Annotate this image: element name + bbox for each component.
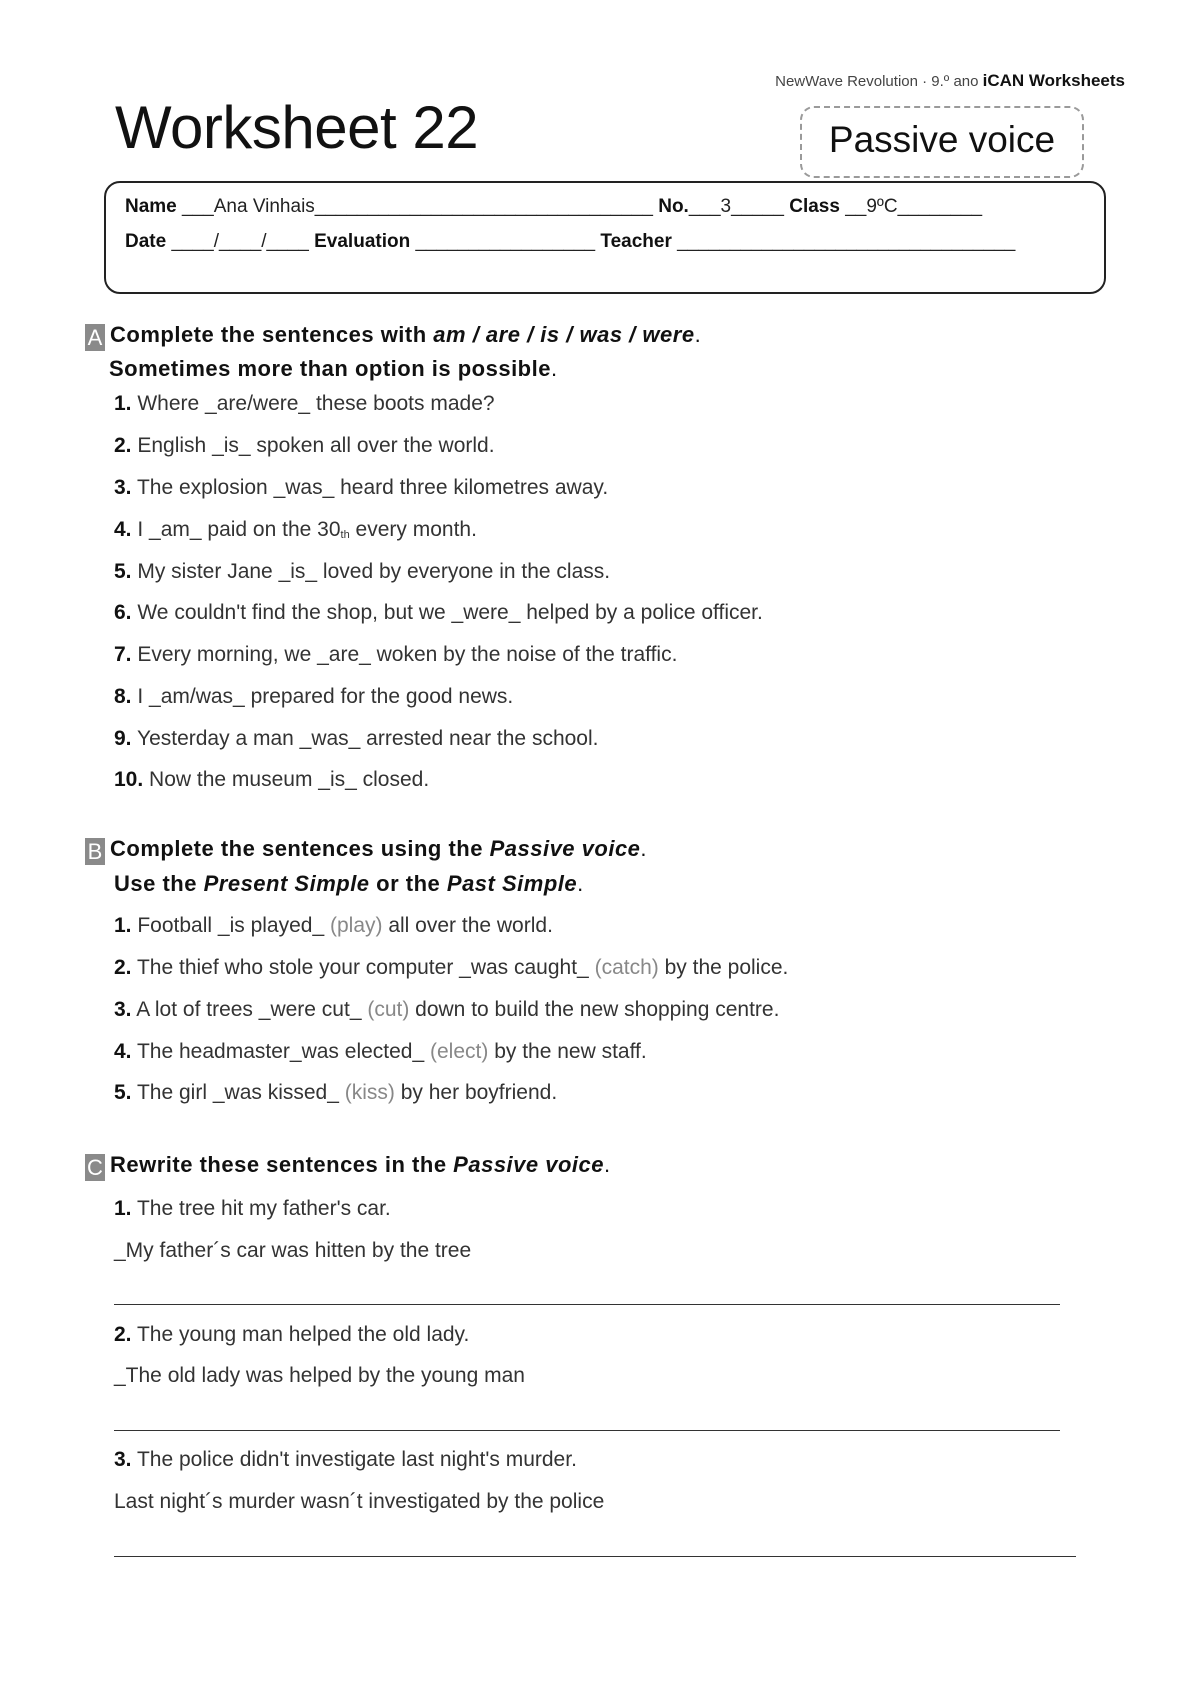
section-c-heading: C Rewrite these sentences in the Passive voice. <box>85 1152 611 1181</box>
section-a-subheading: Sometimes more than option is possible. <box>109 356 558 381</box>
list-item: 1. Where _are/were_ these boots made? <box>114 392 495 415</box>
list-item: 2. The thief who stole your computer _was caught_ (catch) by the police. <box>114 956 789 979</box>
series-line <box>0 71 1125 91</box>
date-label: Date <box>125 231 167 252</box>
list-item: 5. The girl _was kissed_ (kiss) by her boyfriend. <box>114 1081 558 1104</box>
list-item: 2. The young man helped the old lady. <box>114 1323 470 1346</box>
teacher-field[interactable]: ________________________________ <box>677 231 1016 252</box>
brand-label: iCAN Worksheets <box>982 71 1125 90</box>
answer-line <box>114 1430 1060 1431</box>
list-item: 7. Every morning, we _are_ woken by the noise of the traffic. <box>114 643 678 666</box>
evaluation-field[interactable]: _________________ <box>415 231 596 252</box>
section-b-subheading: Use the Present Simple or the Past Simple. <box>114 871 584 896</box>
section-b-badge: B <box>85 838 105 865</box>
list-item: 3. The explosion _was_ heard three kilometres away. <box>114 476 609 499</box>
class-field[interactable]: __9ºC________ <box>845 196 983 217</box>
topic-box: Passive voice <box>800 106 1084 178</box>
evaluation-label: Evaluation <box>314 231 411 252</box>
list-item: 1. Football _is played_ (play) all over the world. <box>114 914 553 937</box>
list-item: 9. Yesterday a man _was_ arrested near the school. <box>114 727 599 750</box>
answer-line <box>114 1304 1060 1305</box>
answer-text[interactable]: _The old lady was helped by the young man <box>114 1364 525 1387</box>
list-item: 2. English _is_ spoken all over the world. <box>114 434 495 457</box>
name-field[interactable]: ___Ana Vinhais________________________________ <box>182 196 653 217</box>
book-label: NewWave Revolution · 9.º ano <box>775 73 979 90</box>
number-field[interactable]: ___3_____ <box>688 196 784 217</box>
date-field[interactable]: ____/____/____ <box>171 231 309 252</box>
class-label: Class <box>789 196 840 217</box>
teacher-label: Teacher <box>600 231 672 252</box>
list-item: 3. A lot of trees _were cut_ (cut) down to build the new shopping centre. <box>114 998 780 1021</box>
list-item: 5. My sister Jane _is_ loved by everyone in the class. <box>114 560 611 583</box>
list-item: 4. I _am_ paid on the 30th every month. <box>114 518 477 541</box>
list-item: 1. The tree hit my father's car. <box>114 1197 391 1220</box>
answer-line <box>114 1556 1076 1557</box>
list-item: 8. I _am/was_ prepared for the good news. <box>114 685 514 708</box>
worksheet-title: Worksheet 22 <box>115 94 479 161</box>
name-label: Name <box>125 196 177 217</box>
list-item: 10. Now the museum _is_ closed. <box>114 768 430 791</box>
section-b-heading: B Complete the sentences using the Passive voice. <box>85 836 647 865</box>
info-row-2 <box>125 231 1015 253</box>
number-label: No. <box>658 196 689 217</box>
list-item: 6. We couldn't find the shop, but we _were_ helped by a police officer. <box>114 601 763 624</box>
answer-text[interactable]: _My father´s car was hitten by the tree <box>114 1239 472 1262</box>
list-item: 4. The headmaster_was elected_ (elect) by the new staff. <box>114 1040 647 1063</box>
info-row-1 <box>125 196 982 218</box>
section-a-badge: A <box>85 324 105 351</box>
section-c-badge: C <box>85 1154 105 1181</box>
list-item: 3. The police didn't investigate last night's murder. <box>114 1448 577 1471</box>
section-a-heading: A Complete the sentences with am / are / is / was / were. <box>85 322 701 351</box>
answer-text[interactable]: Last night´s murder wasn´t investigated by the police <box>114 1490 605 1513</box>
